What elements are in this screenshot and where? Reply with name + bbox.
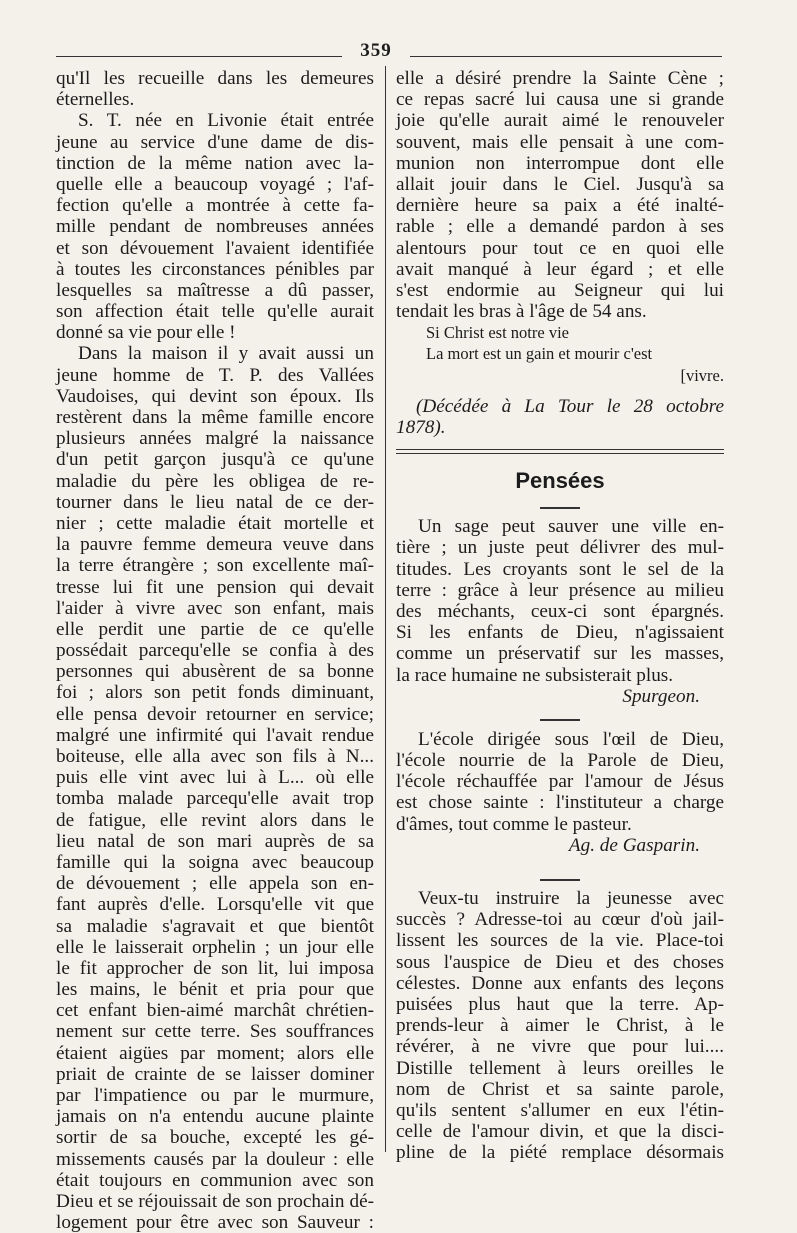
poem-line: [vivre.	[680, 365, 724, 385]
thought-youth	[396, 888, 724, 1163]
double-rule-separator	[396, 446, 724, 458]
left-column-line: donné sa vie pour elle !	[56, 322, 236, 344]
thought1-line: comme un préservatif sur les masses,	[396, 643, 724, 665]
left-column-line: le fit approcher de son lit, lui imposa	[56, 957, 374, 979]
left-column-line: malgré une infirmité qui l'avait rendue	[56, 724, 374, 746]
thought3-line: prends-leur à aimer le Christ, à le	[396, 1015, 724, 1037]
spacer	[396, 386, 724, 396]
thought3-line: puisées plus haut que la terre. Ap-	[396, 993, 724, 1015]
obituary-line: s'est endormie au Seigneur qui lui	[396, 279, 724, 301]
left-column-line: à toutes les circonstances pénibles par	[56, 258, 374, 280]
page-number: 359	[360, 40, 392, 61]
short-dash-separator	[396, 498, 724, 516]
left-column-line: elle pensa devoir retourner en service;	[56, 703, 374, 725]
left-column-line: sortir de sa bouche, excepté les gé-	[56, 1127, 374, 1149]
left-column-line: sa maladie s'agravait et que bientôt	[56, 915, 374, 937]
obituary-line: ce repas sacré lui causa une si grande	[396, 89, 724, 111]
short-dash-separator	[396, 711, 724, 729]
left-column-line: S. T. née en Livonie était entrée	[78, 110, 374, 132]
obituary-line: alentours pour tout ce en quoi elle	[396, 237, 724, 259]
thought3-line: sous l'auspice de Dieu et des choses	[396, 951, 724, 973]
left-column-line: était toujours en communion avec son	[56, 1169, 374, 1191]
left-column-line: tourner dans le lieu natal de ce der-	[56, 491, 374, 513]
thought2-line: d'âmes, tout comme le pasteur.	[396, 813, 632, 835]
death-note: 1878).	[396, 417, 446, 438]
left-column-line: la terre étrangère ; son excellente maî-	[56, 555, 374, 577]
left-column-line: l'aider à vivre avec son enfant, mais	[56, 597, 374, 619]
left-column-line: lesquelles sa maîtresse a dû passer,	[56, 279, 374, 301]
obituary-line: joie qu'elle aurait aimé le renouveler	[396, 110, 724, 132]
thought3-line: lissent les sources de la vie. Place-toi	[396, 930, 724, 952]
thought1-line: la race humaine ne subsisterait plus.	[396, 664, 674, 686]
thought2-line: L'école dirigée sous l'œil de Dieu,	[418, 728, 724, 750]
left-column-line: possédait parcequ'elle se confia à des	[56, 640, 374, 662]
poem-line: La mort est un gain et mourir c'est	[426, 344, 653, 364]
obituary-line: souvent, mais elle pensait à une com-	[396, 131, 724, 153]
left-column-line: tinction de la même nation avec la-	[56, 152, 374, 174]
thought1-line: tière ; un juste peut délivrer des mul-	[396, 537, 724, 559]
thought3-line: pline de la piété remplace désormais	[396, 1142, 724, 1164]
left-column-line: Dieu et se réjouissait de son prochain dé-	[56, 1190, 374, 1212]
left-column-line: priait de crainte de se laisser dominer	[56, 1063, 374, 1085]
thought3-line: succès ? Adresse-toi au cœur d'où jail-	[396, 909, 724, 931]
obituary-continuation	[396, 68, 724, 322]
left-column-line: boiteuse, elle alla avec son fils à N...	[56, 746, 374, 767]
thought-author: Spurgeon.	[622, 685, 700, 707]
left-column-line: mille pendant de nombreuses années	[56, 216, 374, 238]
left-column-line: missements causés par la douleur : elle	[56, 1148, 374, 1170]
poem-line: Si Christ est notre vie	[426, 323, 569, 343]
poem	[396, 322, 724, 386]
left-column-line: plusieurs années malgré la naissance	[56, 428, 374, 450]
left-column-line: la pauvre femme demeura veuve dans	[56, 534, 374, 556]
left-column-line: nement sur cette terre. Ses souffrances	[56, 1021, 374, 1043]
short-dash-separator	[396, 870, 724, 888]
left-column-line: personnes qui abusèrent de sa bonne	[56, 661, 374, 683]
thought1-line: terre : grâce à leur présence au milieu	[396, 579, 724, 601]
left-column-line: jeune au service d'une dame de dis-	[56, 131, 374, 153]
left-column-line: de fatigue, elle revint alors dans le	[56, 809, 374, 831]
left-column-line: d'un petit garçon jusqu'à ce qu'une	[56, 449, 374, 471]
header-rule-right	[410, 56, 722, 57]
obituary-line: allait jouir dans le Ciel. Jusqu'à sa	[396, 173, 724, 195]
left-column-line: tresse lui fit une pension qui devait	[56, 576, 374, 598]
left-column-line: éternelles.	[56, 89, 135, 111]
left-column-line: elle perdit une partie de ce qu'elle	[56, 618, 374, 640]
right-column	[396, 68, 724, 1163]
obituary-line: munion non interrompue dont elle	[396, 152, 724, 174]
left-column	[56, 68, 374, 1233]
thought3-line: qu'ils sentent s'allumer en eux l'étin-	[396, 1099, 724, 1121]
left-column-line: jamais on n'a entendu aucune plainte	[56, 1106, 374, 1128]
left-column-line: qu'Il les recueille dans les demeures	[56, 68, 374, 89]
left-column-line: restèrent dans la même famille encore	[56, 407, 374, 428]
thought1-line: Si les enfants de Dieu, n'agissaient	[396, 622, 724, 644]
thought-author: Ag. de Gasparin.	[568, 834, 700, 856]
thought3-line: Distille tellement à leurs oreilles le	[396, 1057, 724, 1079]
left-column-line: quelle elle a beaucoup voyagé ; l'af-	[56, 173, 374, 195]
left-column-line: et son dévouement l'avaient identifiée	[56, 237, 374, 259]
thought-gasparin	[396, 729, 724, 835]
left-column-line: nier ; cette maladie était mortelle et	[56, 512, 374, 534]
left-column-line: tomba malade parcequ'elle avait trop	[56, 788, 374, 810]
thought3-line: nom de Christ et sa sainte parole,	[396, 1078, 724, 1100]
thought1-line: Un sage peut sauver une ville en-	[418, 516, 724, 538]
column-divider	[385, 66, 386, 1152]
header-rule-left	[56, 56, 342, 57]
obituary-line: avait manqué à leur égard ; et elle	[396, 258, 724, 280]
left-column-line: fection qu'elle a montrée à cette fa-	[56, 195, 374, 217]
left-column-line: foi ; alors son petit fonds diminuant,	[56, 682, 374, 704]
left-column-line: maladie du père les obligea de re-	[56, 470, 374, 492]
left-column-line: lieu natal de son mari auprès de sa	[56, 830, 374, 852]
thought3-line: celle de l'amour divin, et que la disci-	[396, 1121, 724, 1143]
left-column-line: jeune homme de T. P. des Vallées	[56, 364, 374, 386]
left-column-line: puis elle vint avec lui à L... où elle	[56, 767, 374, 789]
thought1-line: titudes. Les croyants sont le sel de la	[396, 558, 724, 580]
left-column-line: fant auprès d'elle. Lorsqu'elle vit que	[56, 894, 374, 916]
left-column-line: famille qui la soigna avec beaucoup	[56, 851, 374, 873]
section-title: Pensées	[515, 468, 605, 494]
left-column-line: les mains, le bénit et pria pour que	[56, 979, 374, 1001]
left-column-line: Vaudoises, qui devint son époux. Ils	[56, 385, 374, 407]
left-column-line: par l'impatience ou par le murmure,	[56, 1085, 374, 1106]
left-column-line: de dévouement ; elle appela son en-	[56, 873, 374, 895]
thought2-line: l'école réchauffée par l'amour de Jésus	[396, 771, 724, 793]
obituary-line: tendait les bras à l'âge de 54 ans.	[396, 301, 647, 323]
obituary-line: rable ; elle a demandé pardon à ses	[396, 216, 724, 238]
thought3-line: célestes. Donne aux enfants des leçons	[396, 972, 724, 994]
death-note: (Décédée à La Tour le 28 octobre	[416, 395, 724, 417]
left-column-line: logement pour être avec son Sauveur :	[56, 1212, 374, 1233]
left-column-line: cet enfant bien-aimé marchât chrétien-	[56, 1000, 374, 1022]
thought1-line: des méchants, ceux-ci sont épargnés.	[396, 600, 724, 622]
left-column-line: étaient aigües par moment; alors elle	[56, 1042, 374, 1064]
obituary-line: dernière heure sa paix a été inalté-	[396, 195, 724, 217]
left-column-line: Dans la maison il y avait aussi un	[78, 343, 374, 365]
thought-spurgeon	[396, 516, 724, 686]
left-column-line: elle le laisserait orphelin ; un jour elle	[56, 936, 374, 958]
thought2-line: l'école nourrie de la Parole de Dieu,	[396, 750, 724, 772]
thought3-line: Veux-tu instruire la jeunesse avec	[418, 888, 724, 909]
obituary-line: elle a désiré prendre la Sainte Cène ;	[396, 68, 724, 89]
thought2-line: est chose sainte : l'instituteur a charge	[396, 792, 724, 814]
left-column-line: son affection était telle qu'elle aurait	[56, 301, 374, 323]
thought3-line: révérer, à ne vivre que pour lui....	[396, 1036, 724, 1058]
